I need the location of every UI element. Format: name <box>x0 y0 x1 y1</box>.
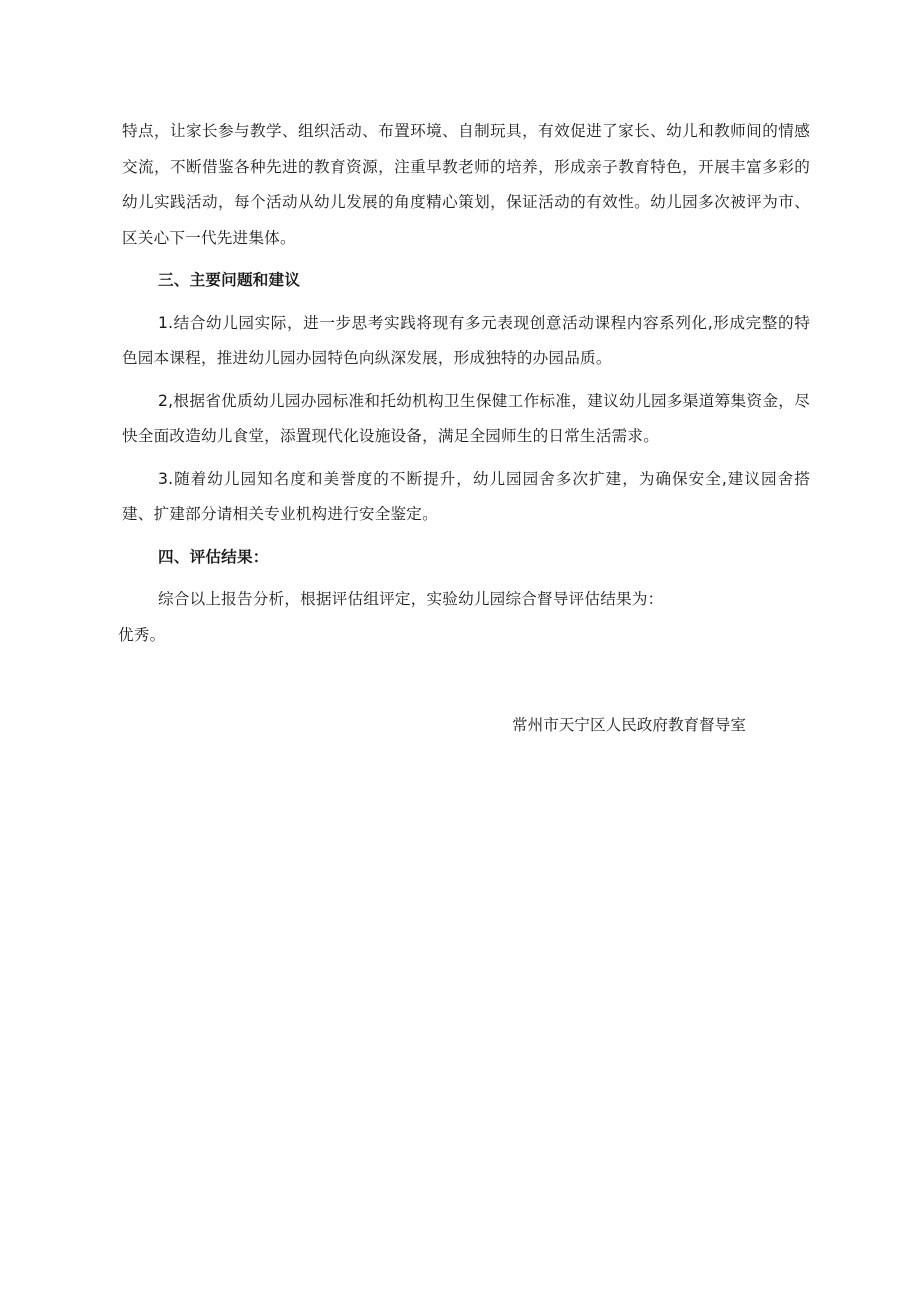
evaluation-text: 综合以上报告分析，根据评估组评定，实验幼儿园综合督导评估结果为： <box>158 590 664 608</box>
suggestion-item-1: 1.结合幼儿园实际，进一步思考实践将现有多元表现创意活动课程内容系列化,形成完整的特色园本课程，推进幼儿园办园特色向纵深发展，形成独特的办园品质。 <box>122 313 810 367</box>
section-3-heading: 三、主要问题和建议 <box>158 271 301 289</box>
suggestion-item-3: 3.随着幼儿园知名度和美誉度的不断提升，幼儿园园舍多次扩建，为确保安全,建议园舍搭建、扩建部分请相关专业机构进行安全鉴定。 <box>122 469 810 523</box>
section-4-heading: 四、评估结果： <box>158 547 269 566</box>
document-body <box>118 114 810 660</box>
issuer-signature: 常州市天宁区人民政府教育督导室 <box>512 716 746 734</box>
evaluation-result: 优秀。 <box>118 625 166 644</box>
intro-paragraph: 特点，让家长参与教学、组织活动、布置环境、自制玩具，有效促进了家长、幼儿和教师间的情感交流，不断借鉴各种先进的教育资源，注重早教老师的培养，形成亲子教育特色，开展丰富多彩的幼儿实践活动，每个活动从幼儿发展的角度精心策划，保证活动的有效性。幼儿园多次被评为市、区关心下一代先进集体。 <box>122 122 810 247</box>
suggestion-item-2: 2,根据省优质幼儿园办园标准和托幼机构卫生保健工作标准，建议幼儿园多渠道筹集资金，尽快全面改造幼儿食堂，添置现代化设施设备，满足全园师生的日常生活需求。 <box>122 391 810 445</box>
